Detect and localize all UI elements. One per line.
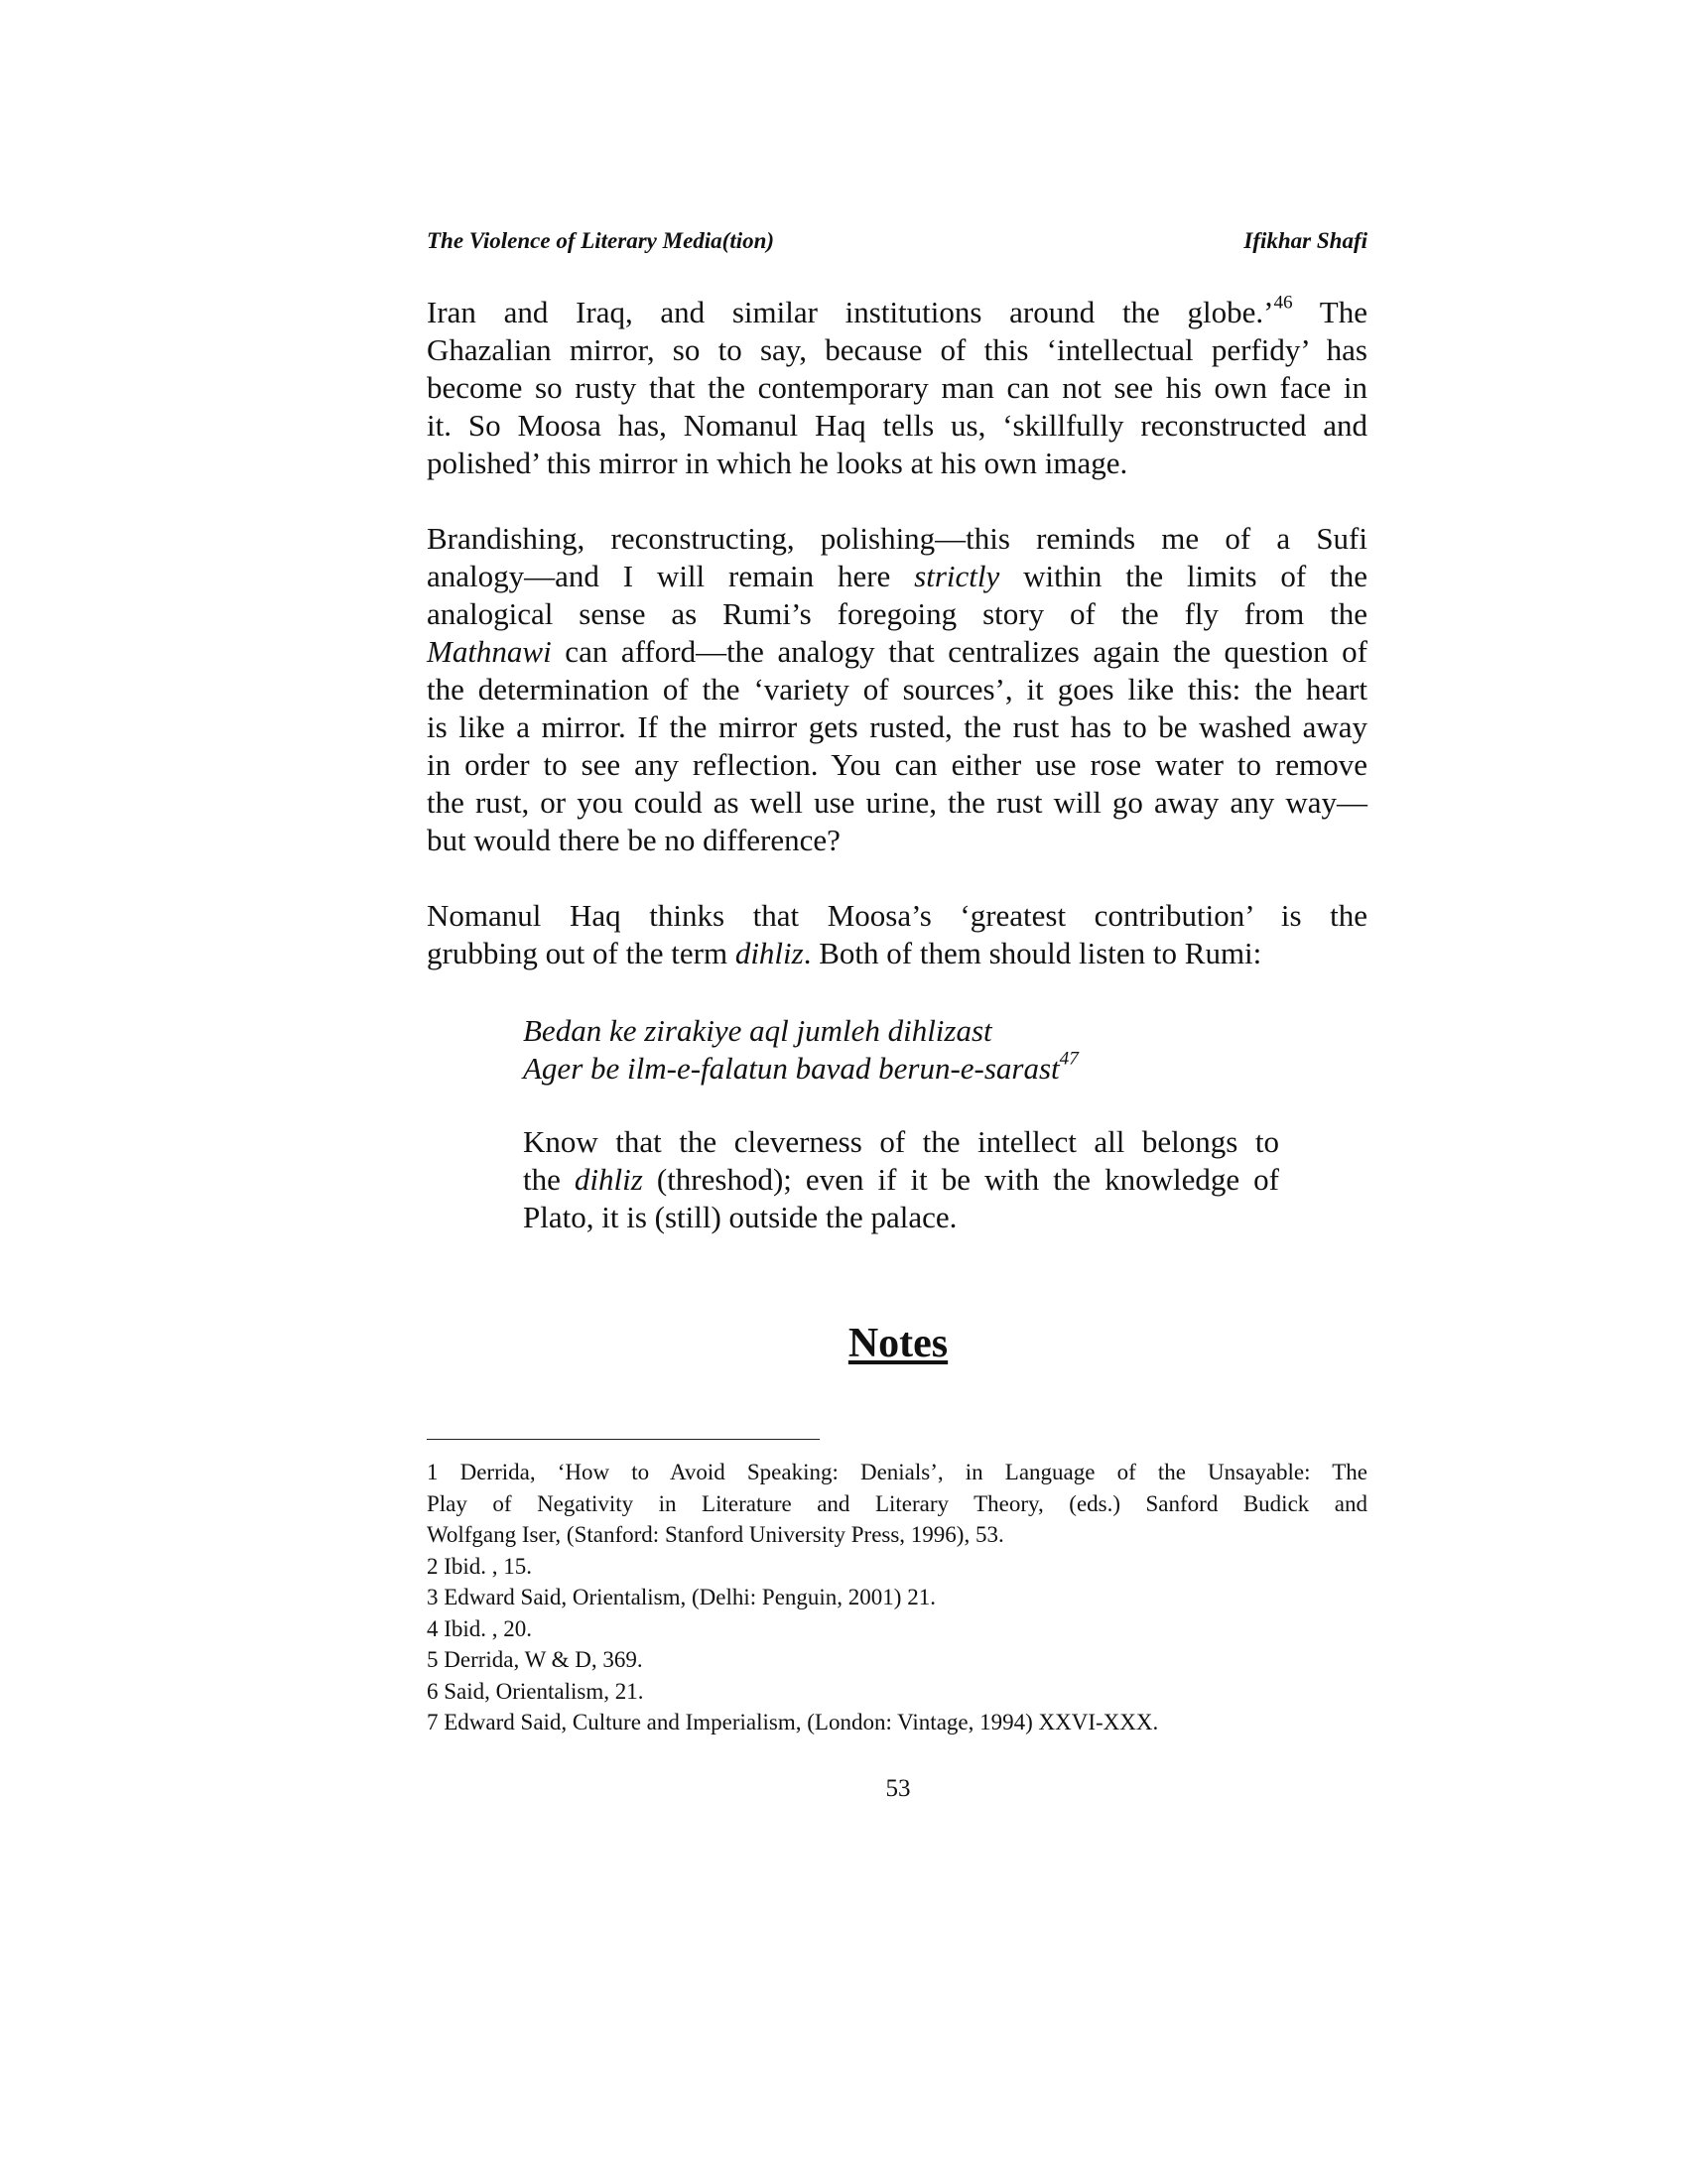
notes-heading: Notes (847, 1321, 949, 1366)
paragraph-line: Brandishing, reconstructing, polishing—this reminds me of a Sufi (427, 521, 1367, 556)
paragraph-2 (427, 520, 1367, 859)
paragraph-line: Ghazalian mirror, so to say, because of this ‘intellectual perfidy’ has (427, 332, 1367, 367)
footnote-line: 5 Derrida, W & D, 369. (427, 1647, 643, 1672)
footnote-line: Play of Negativity in Literature and Literary Theory, (eds.) Sanford Budick and (427, 1490, 1367, 1516)
running-header (427, 228, 1367, 264)
paragraph-line: Nomanul Haq thinks that Moosa’s ‘greatest contribution’ is the (427, 898, 1367, 933)
translation-line: Plato, it is (still) outside the palace. (523, 1200, 958, 1234)
footnotes (427, 1457, 1367, 1738)
footnote-line: 3 Edward Said, Orientalism, (Delhi: Penguin, 2001) 21. (427, 1585, 936, 1609)
footnote-line: 7 Edward Said, Culture and Imperialism, (London: Vintage, 1994) XXVI-XXX. (427, 1710, 1159, 1734)
paragraph-line: Mathnawi can afford—the analogy that centralizes again the question of (427, 634, 1367, 669)
paragraph-line: in order to see any reflection. You can either use rose water to remove (427, 747, 1367, 782)
footnote-divider (427, 1439, 820, 1440)
footnote-line: 1 Derrida, ‘How to Avoid Speaking: Denials’, in Language of the Unsayable: The (427, 1460, 1367, 1484)
paragraph-3 (427, 897, 1367, 972)
verse-line: Bedan ke zirakiye aql jumleh dihlizast (523, 1013, 992, 1048)
paragraph-1 (427, 294, 1367, 482)
paragraph-line: Iran and Iraq, and similar institutions around the globe.’$^{46}$ The (427, 292, 1367, 329)
footnote-line: 4 Ibid. , 20. (427, 1615, 533, 1641)
paragraph-line: but would there be no difference? (427, 823, 841, 857)
footnote-ref: 47 (1059, 1048, 1079, 1070)
paragraph-line: the determination of the ‘variety of sources’, it goes like this: the heart (427, 672, 1367, 707)
paragraph-line: become so rusty that the contemporary man can not see his own face in (427, 370, 1367, 405)
verse-translation (523, 1123, 1279, 1236)
footnote-ref: 46 (1273, 292, 1293, 314)
running-header-author: Ifikhar Shafi (1243, 228, 1367, 253)
page-number: 53 (885, 1775, 911, 1802)
translation-line: the dihliz (threshod); even if it be with the knowledge of (523, 1162, 1279, 1197)
footnote-line: Wolfgang Iser, (Stanford: Stanford University Press, 1996), 53. (427, 1522, 1004, 1547)
translation-line: Know that the cleverness of the intellect all belongs to (523, 1124, 1279, 1159)
verse-line: Ager be ilm-e-falatun bavad berun-e-sarast$^{47}$ (523, 1048, 1079, 1086)
footnote-line: 2 Ibid. , 15. (427, 1553, 533, 1579)
running-header-title: The Violence of Literary Media(tion) (427, 228, 775, 253)
paragraph-line: the rust, or you could as well use urine, the rust will go away any way— (427, 785, 1367, 820)
paragraph-line: analogical sense as Rumi’s foregoing story of the fly from the (427, 596, 1367, 631)
paragraph-line: grubbing out of the term dihliz. Both of them should listen to Rumi: (427, 936, 1262, 970)
verse-quote (523, 1012, 1079, 1088)
paragraph-line: analogy—and I will remain here strictly within the limits of the (427, 559, 1367, 593)
paragraph-line: is like a mirror. If the mirror gets rusted, the rust has to be washed away (427, 709, 1367, 744)
paragraph-line: polished’ this mirror in which he looks at his own image. (427, 446, 1128, 480)
footnote-line: 6 Said, Orientalism, 21. (427, 1678, 644, 1704)
paragraph-line: it. So Moosa has, Nomanul Haq tells us, ‘skillfully reconstructed and (427, 408, 1367, 443)
